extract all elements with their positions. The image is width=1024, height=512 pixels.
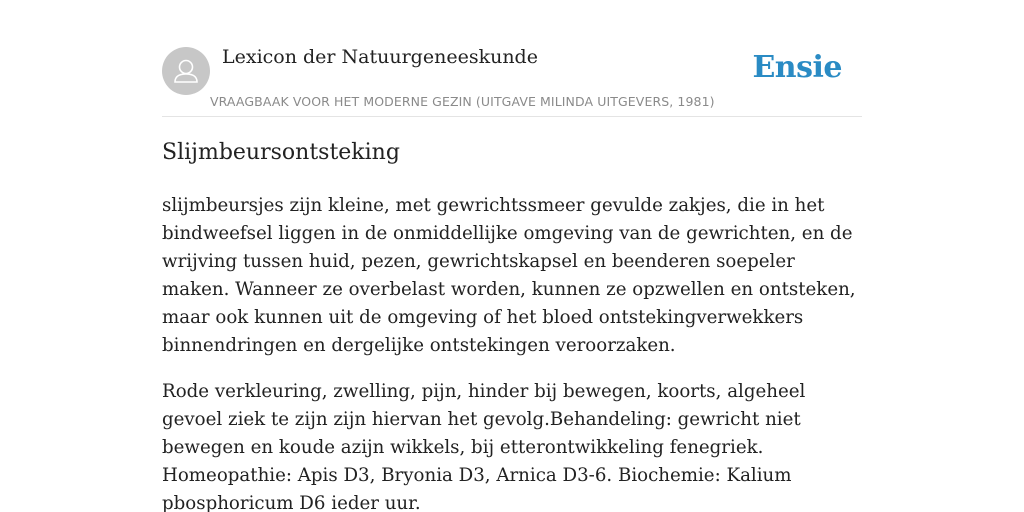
dictionary-subtitle: VRAAGBAAK VOOR HET MODERNE GEZIN (UITGAVE MILINDA UITGEVERS, 1981) (210, 94, 715, 109)
user-avatar-icon[interactable] (162, 47, 210, 95)
dictionary-header (162, 45, 862, 117)
entry-paragraph: Rode verkleuring, zwelling, pijn, hinder bij bewegen, koorts, algeheel gevoel ziek te zijn zijn hiervan het gevolg.Behandeling: gewricht niet bewegen en koude azijn wikkels, bij etterontwikkeling fenegriek. Homeopathie: Apis D3, Bryonia D3, Arnica D3-6. Biochemie: Kalium pbosphoricum D6 ieder uur. (162, 381, 806, 512)
entry-title: Slijmbeursontsteking (162, 140, 400, 165)
dictionary-title-link[interactable]: Lexicon der Natuurgeneeskunde (222, 46, 538, 68)
entry-body (162, 192, 867, 512)
ensie-logo[interactable]: Ensie (752, 50, 842, 85)
entry-paragraph: slijmbeursjes zijn kleine, met gewrichtssmeer gevulde zakjes, die in het bindweefsel liggen in de onmiddellijke omgeving van de gewrichten, en de wrijving tussen huid, pezen, gewrichtskapsel en beenderen soepeler maken. Wanneer ze overbelast worden, kunnen ze opzwellen en ontsteken, maar ook kunnen uit de omgeving of het bloed ontstekingverwekkers binnendringen en dergelijke ontstekingen veroorzaken. (162, 195, 856, 356)
